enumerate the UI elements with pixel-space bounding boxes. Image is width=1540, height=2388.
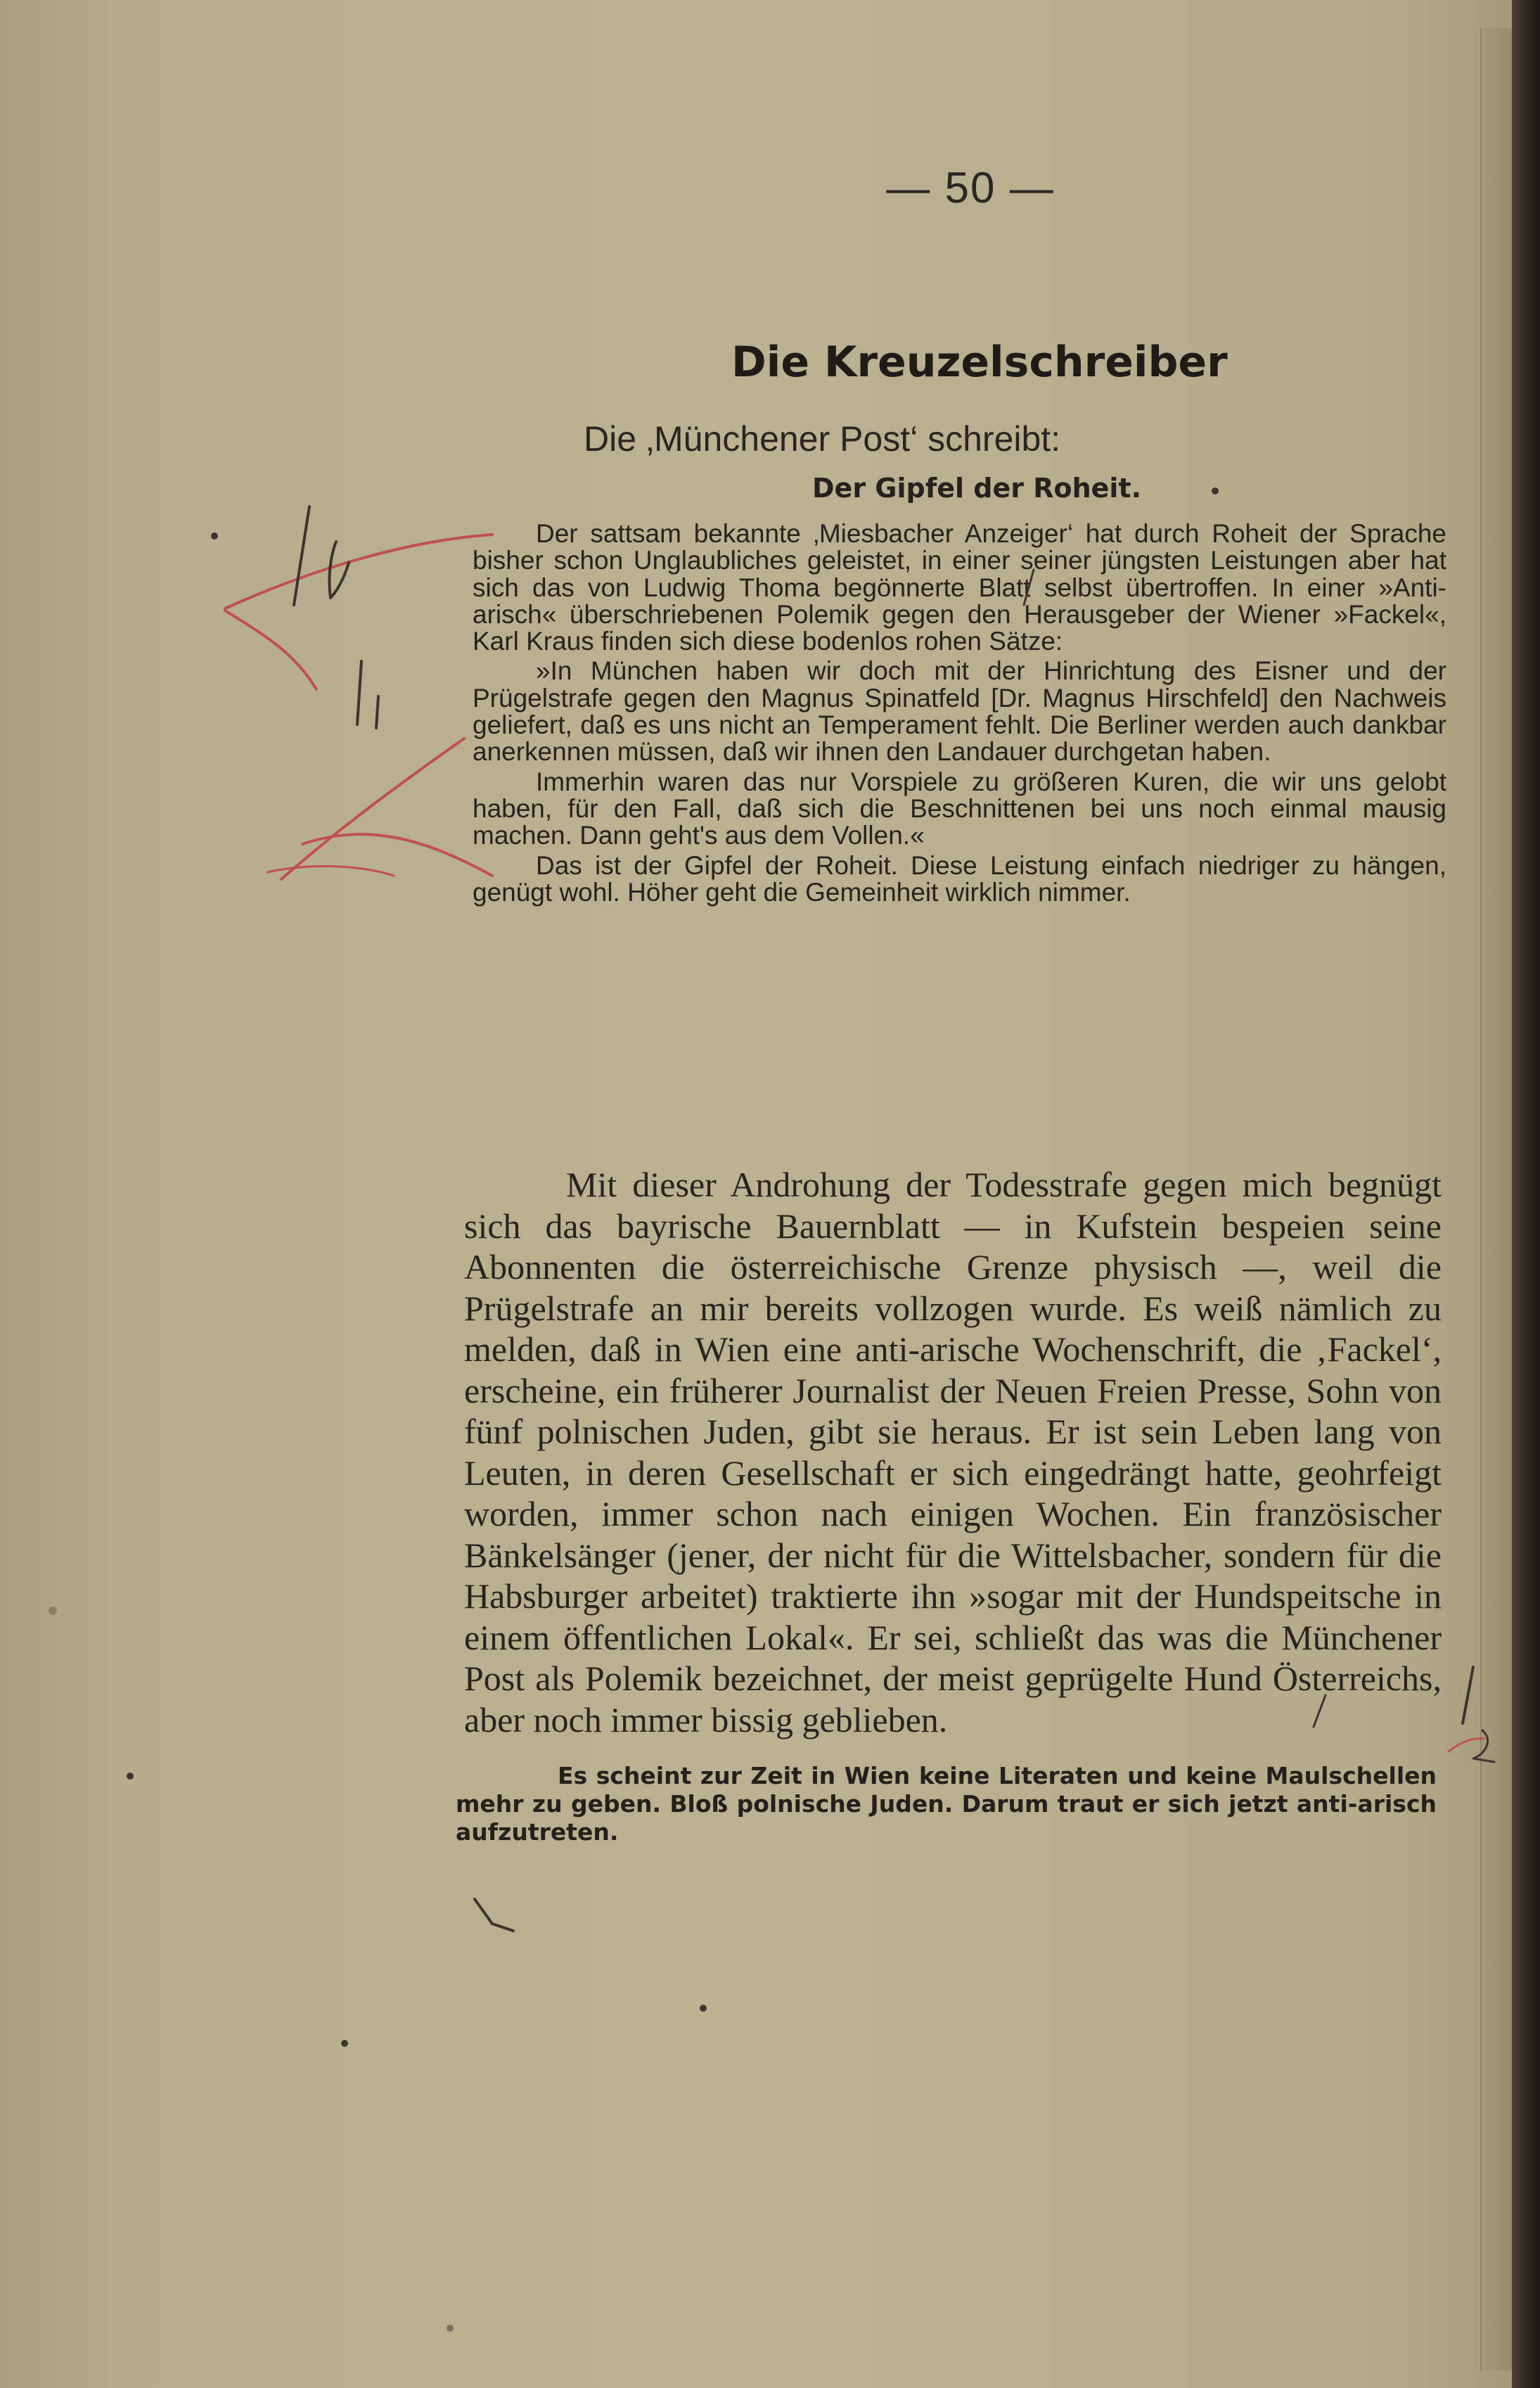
ink-speck xyxy=(211,532,218,539)
article-title: Die Kreuzelschreiber xyxy=(731,338,1228,387)
book-binding xyxy=(1512,0,1540,2388)
pencil-stroke xyxy=(1473,1730,1494,1762)
red-pencil-stroke xyxy=(302,834,492,876)
page-number: — 50 — xyxy=(886,164,1055,212)
ink-speck xyxy=(341,2040,348,2047)
quote-paragraph-4: Das ist der Gipfel der Roheit. Diese Leistung einfach niedriger zu hängen, genügt wohl. Höher geht die Gemeinheit wirklich nimmer. xyxy=(473,850,1446,907)
red-pencil-stroke xyxy=(281,739,464,879)
red-pencil-stroke xyxy=(225,611,316,689)
quote-subheading: Der Gipfel der Roheit. xyxy=(812,473,1142,504)
ink-speck xyxy=(1212,487,1219,494)
pencil-stroke xyxy=(475,1899,513,1931)
pencil-stroke xyxy=(1463,1667,1473,1723)
pencil-stroke xyxy=(376,696,378,728)
quote-paragraph-3: Immerhin waren das nur Vorspiele zu größeren Kuren, die wir uns gelobt haben, für den Fall, daß sich die Beschnittenen bei uns noch einmal mausig machen. Dann geht's aus dem Vollen.« xyxy=(473,767,1446,850)
pencil-stroke xyxy=(294,506,309,605)
quote-paragraph-2: »In München haben wir doch mit der Hinrichtung des Eisner und der Prügelstrafe gegen den Magnus Spinatfeld [Dr. Magnus Hirschfeld] den Nachweis geliefert, daß es uns nicht an Temperament fehlt. Die Berliner werden auch dankbar anerkennen müssen, daß wir ihnen den Landauer durchgetan haben. xyxy=(473,656,1446,767)
red-pencil-stroke xyxy=(225,535,492,608)
pencil-stroke xyxy=(329,542,349,598)
ink-speck xyxy=(700,2005,707,2012)
ink-speck xyxy=(447,2325,454,2332)
red-pencil-stroke xyxy=(1449,1739,1484,1751)
pencil-stroke xyxy=(1314,1695,1326,1727)
ink-speck xyxy=(127,1773,134,1780)
pencil-stroke xyxy=(357,661,361,724)
pencil-stroke xyxy=(1024,570,1034,605)
main-paragraph: Mit dieser Androhung der Todesstrafe gegen mich begnügt sich das bayrische Bauernblatt — in Kufstein bespeien seine Abonnenten die österreichische Grenze physisch —, weil die Prügelstrafe an mir bereits vollzogen wurde. Es weiß nämlich zu melden, daß in Wien eine anti-arische Wochenschrift, die ‚Fackel‘, erscheine, ein früherer Journalist der Neuen Freien Presse, Sohn von fünf polnischen Juden, gibt sie heraus. Er ist sein Leben lang von Leuten, in deren Gesellschaft er sich eingedrängt hatte, geohrfeigt worden, immer schon nach einigen Wochen. Ein französischer Bänkelsänger (jener, der nicht für die Wittelsbacher, sondern für die Habsburger arbeitet) traktierte ihn »sogar mit der Hundspeitsche in einem öffentlichen Lokal«. Er sei, schließt das was die Münchener Post als Polemik bezeichnet, der meist geprügelte Hund Österreichs, aber noch immer bissig geblieben. xyxy=(464,1165,1442,1739)
ink-speck xyxy=(49,1607,57,1615)
quote-paragraph-1: Der sattsam bekannte ‚Miesbacher Anzeiger‘ hat durch Roheit der Sprache bisher schon Unglaubliches geleistet, in einer seiner jüngsten Leistungen aber hat sich das von Ludwig Thoma begönnerte Blatt selbst übertroffen. In einer »Anti-arisch« überschriebenen Polemik gegen den Herausgeber der Wiener »Fackel«, Karl Kraus finden sich diese bodenlos rohen Sätze: xyxy=(473,519,1446,656)
closing-note-text: Es scheint zur Zeit in Wien keine Literaten und keine Maulschellen mehr zu geben. Bloß polnische Juden. Darum traut er sich jetzt anti-arisch aufzutreten. xyxy=(456,1762,1437,1846)
intro-line: Die ‚Münchener Post‘ schreibt: xyxy=(584,419,1061,459)
